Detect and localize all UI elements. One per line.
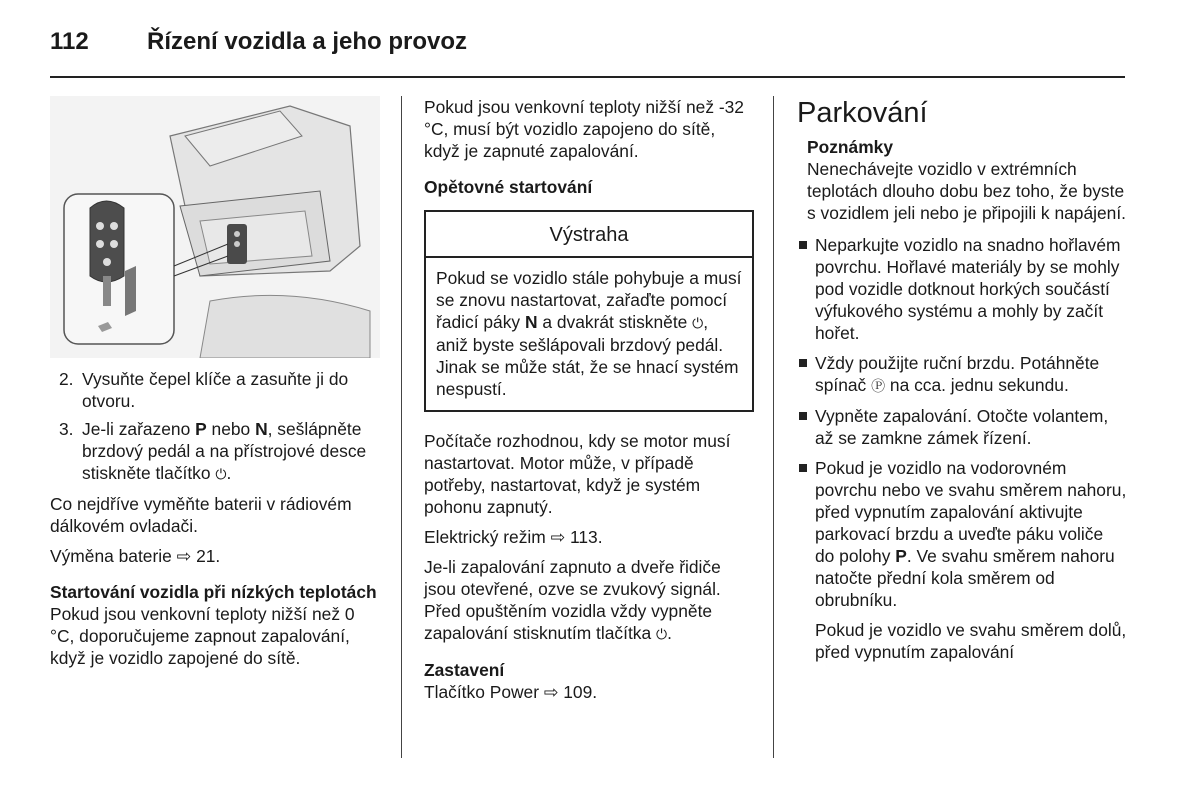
list-item: Vypněte zapalování. Otočte volantem, až se zamkne zámek řízení. [797, 405, 1127, 449]
column-middle [424, 96, 754, 711]
paragraph: Co nejdříve vyměňte baterii v rádiovém dálkovém ovladači. [50, 494, 352, 536]
reference-paragraph: Tlačítko Power ⇨ 109. [424, 682, 598, 702]
column-left [50, 96, 380, 677]
page-number: 112 [50, 28, 89, 55]
reference-paragraph: Elektrický režim ⇨ 113. [424, 527, 603, 547]
power-icon: ⏻ [655, 626, 668, 642]
key-slot-illustration [50, 96, 380, 358]
bullet-list [797, 234, 1127, 611]
column-right [797, 96, 1127, 663]
paragraph: Pokud je vozidlo ve svahu směrem dolů, před vypnutím zapalování [815, 620, 1127, 662]
warning-text: Pokud se vozidlo stále pohybuje a musí se znovu nastartovat, zařaďte pomocí řadicí páky N a dvakrát stiskněte ⏻, aniž byste sešlápovali brzdový pedál. Jinak se může stát, že se hnací systém nespustí. [436, 268, 742, 399]
parking-brake-icon: Ⓟ [871, 378, 886, 394]
column-divider [773, 96, 774, 758]
section-title: Parkování [797, 97, 928, 129]
reference-link[interactable]: 109 [563, 682, 593, 702]
warning-box [424, 210, 754, 412]
steps-list [50, 368, 380, 485]
reference-arrow-icon: ⇨ [176, 546, 192, 566]
list-item: Neparkujte vozidlo na snadno hořlavém povrchu. Hořlavé materiály by se mohly pod vozidle dotknout horkých součástí výfukového systému a mohly by začít hořet. [797, 234, 1127, 344]
paragraph: Pokud jsou venkovní teploty nižší než -32 °C, musí být vozidlo zapojeno do sítě, když je zapnuté zapalování. [424, 97, 744, 161]
list-item: 3. Je-li zařazeno P nebo N, sešlápněte brzdový pedál a na přístrojové desce stiskněte tlačítko ⏻. [59, 419, 367, 483]
reference-paragraph: Výměna baterie ⇨ 21. [50, 546, 221, 566]
paragraph: Je-li zapalování zapnuto a dveře řidiče jsou otevřené, ozve se zvukový signál. Před opuštěním vozidla vždy vypněte zapalování stisknutím tlačítka ⏻. [424, 557, 721, 643]
notes-heading: Poznámky [807, 137, 894, 157]
power-icon: ⏻ [692, 315, 704, 331]
notes-block [797, 136, 1127, 224]
list-item: Pokud je vozidlo na vodorovném povrchu nebo ve svahu směrem nahoru, před vypnutím zapalování aktivujte parkovací brzdu a uveďte páku voliče do polohy P. Ve svahu směrem nahoru natočte přední kola směrem od obrubníku. [797, 457, 1127, 611]
paragraph: Pokud jsou venkovní teploty nižší než 0 °C, doporučujeme zapnout zapalování, když je vozidlo zapojené do sítě. [50, 604, 355, 668]
section-heading: Startování vozidla při nízkých teplotách [50, 582, 377, 602]
section-heading: Zastavení [424, 660, 505, 680]
reference-link[interactable]: 113 [570, 527, 598, 547]
reference-link[interactable]: 21 [196, 546, 216, 566]
page-title: Řízení vozidla a jeho provoz [147, 28, 468, 55]
warning-title: Výstraha [426, 212, 752, 258]
reference-arrow-icon: ⇨ [550, 527, 566, 547]
paragraph: Počítače rozhodnou, kdy se motor musí nastartovat. Motor může, v případě potřeby, nastartovat, když je systém pohonu zapnutý. [424, 431, 731, 517]
list-item: Vždy použijte ruční brzdu. Potáhněte spínač Ⓟ na cca. jednu sekundu. [797, 352, 1127, 397]
section-heading: Opětovné startování [424, 177, 593, 197]
column-divider [401, 96, 402, 758]
notes-text: Nenechávejte vozidlo v extrémních teplotách dlouho dobu bez toho, že byste s vozidlem jeli nebo je připojili k napájení. [807, 159, 1127, 223]
power-icon: ⏻ [215, 466, 227, 482]
reference-arrow-icon: ⇨ [543, 682, 559, 702]
list-item: 2. Vysuňte čepel klíče a zasuňte ji do otvoru. [59, 369, 349, 411]
page-header [50, 22, 1125, 78]
